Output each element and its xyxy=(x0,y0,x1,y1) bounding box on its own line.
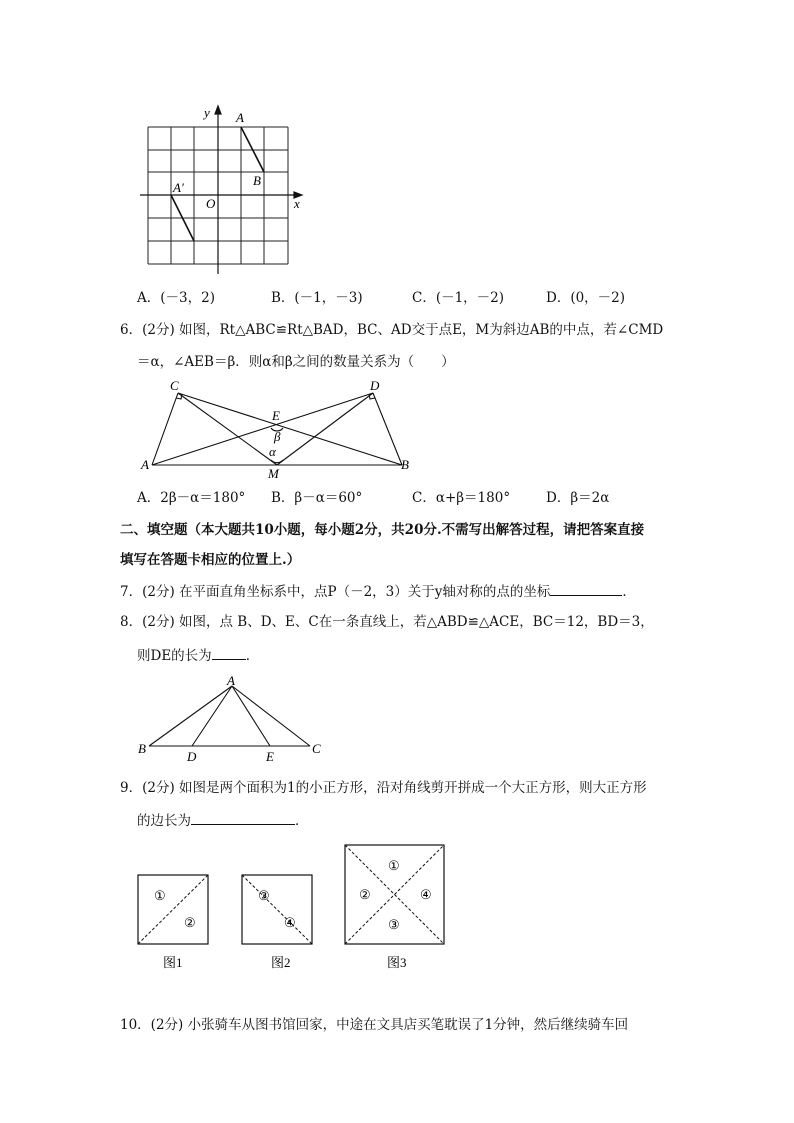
q5-option-a: A．(－3，2) xyxy=(137,290,215,306)
q6-alpha-label: α xyxy=(269,444,276,459)
q9-end: ． xyxy=(295,813,309,829)
q9-squares-figure xyxy=(130,840,460,980)
q8-question-line1: 8．(2分) 如图，点 B、D、E、C在一条直线上，若△ABD≌△ACE，BC＝12，BD＝3， xyxy=(120,614,654,630)
q5-option-d: D．(0，－2) xyxy=(546,290,626,306)
q5-point-a-label: A xyxy=(236,110,244,125)
q8-point-c-label: C xyxy=(312,741,321,756)
q9-fig1-piece1: ① xyxy=(154,888,166,903)
q8-text: 则DE的长为 xyxy=(137,648,212,664)
q6-option-b: B．β－α＝60° xyxy=(271,490,363,506)
q6-point-c-label: C xyxy=(170,378,179,393)
q6-point-m-label: M xyxy=(268,466,279,481)
q5-axis-y-label: y xyxy=(204,105,210,120)
q9-answer-blank[interactable] xyxy=(191,810,295,825)
q8-point-d-label: D xyxy=(187,749,197,764)
q6-question-line1: 6．(2分) 如图，Rt△ABC≌Rt△BAD，BC、AD交于点E，M为斜边AB的中点，若∠CMD xyxy=(120,322,664,338)
q9-fig2-piece1: ③ xyxy=(258,888,270,903)
q5-point-b-label: B xyxy=(253,173,261,188)
q9-fig3-piece-right: ④ xyxy=(420,887,432,902)
q6-beta-label: β xyxy=(274,429,281,444)
q6-point-a-label: A xyxy=(141,457,149,472)
q9-fig2-caption: 图2 xyxy=(271,955,291,970)
section-2-heading-line2: 填写在答题卡相应的位置上.） xyxy=(120,552,301,568)
q9-text: 的边长为 xyxy=(137,813,191,829)
q8-question-line2 xyxy=(137,645,259,666)
q8-point-b-label: B xyxy=(138,741,146,756)
q8-triangle-figure xyxy=(132,672,332,768)
q5-option-b: B．(－1，－3) xyxy=(271,290,363,306)
q8-point-e-label: E xyxy=(266,749,274,764)
q9-fig3-piece-top: ① xyxy=(388,858,400,873)
q8-end: ． xyxy=(245,648,260,664)
q9-fig3-piece-left: ② xyxy=(359,887,371,902)
q7-question xyxy=(120,581,636,602)
q6-point-d-label: D xyxy=(370,378,380,393)
q6-option-a: A．2β－α＝180° xyxy=(137,490,246,506)
q6-option-d: D．β＝2α xyxy=(546,490,610,506)
q6-point-e-label: E xyxy=(272,408,280,423)
q7-text: 7．(2分) 在平面直角坐标系中，点P（－2，3）关于y轴对称的点的坐标 xyxy=(120,584,551,600)
q5-option-c: C．(－1，－2) xyxy=(412,290,505,306)
q8-point-a-label: A xyxy=(227,673,235,688)
q5-point-a-prime-label: A′ xyxy=(173,180,184,195)
q9-fig1-caption: 图1 xyxy=(163,955,183,970)
q9-question-line2 xyxy=(137,810,309,831)
q7-end: ． xyxy=(622,584,636,600)
section-2-heading-line1: 二、填空题（本大题共10小题，每小题2分，共20分.不需写出解答过程，请把答案直接 xyxy=(120,522,645,538)
q9-fig2-piece2: ④ xyxy=(284,915,296,930)
q8-answer-blank[interactable] xyxy=(212,645,246,660)
q6-option-c: C．α+β＝180° xyxy=(412,490,511,506)
q9-fig3-piece-bottom: ③ xyxy=(388,917,400,932)
q10-question-line1: 10．(2分) 小张骑车从图书馆回家，中途在文具店买笔耽误了1分钟，然后继续骑车回 xyxy=(120,1017,629,1033)
q6-point-b-label: B xyxy=(401,457,409,472)
q9-question-line1: 9．(2分) 如图是两个面积为1的小正方形，沿对角线剪开拼成一个大正方形，则大正方形 xyxy=(120,780,647,796)
q5-axis-x-label: x xyxy=(294,196,300,211)
q5-coordinate-figure xyxy=(140,100,310,280)
q5-origin-label: O xyxy=(206,196,216,211)
q6-question-line2: ＝α，∠AEB＝β．则α和β之间的数量关系为（ ） xyxy=(137,354,455,370)
q6-triangle-figure xyxy=(138,376,418,482)
q9-fig3-caption: 图3 xyxy=(387,955,407,970)
q7-answer-blank[interactable] xyxy=(550,581,622,596)
q9-fig1-piece2: ② xyxy=(184,915,196,930)
